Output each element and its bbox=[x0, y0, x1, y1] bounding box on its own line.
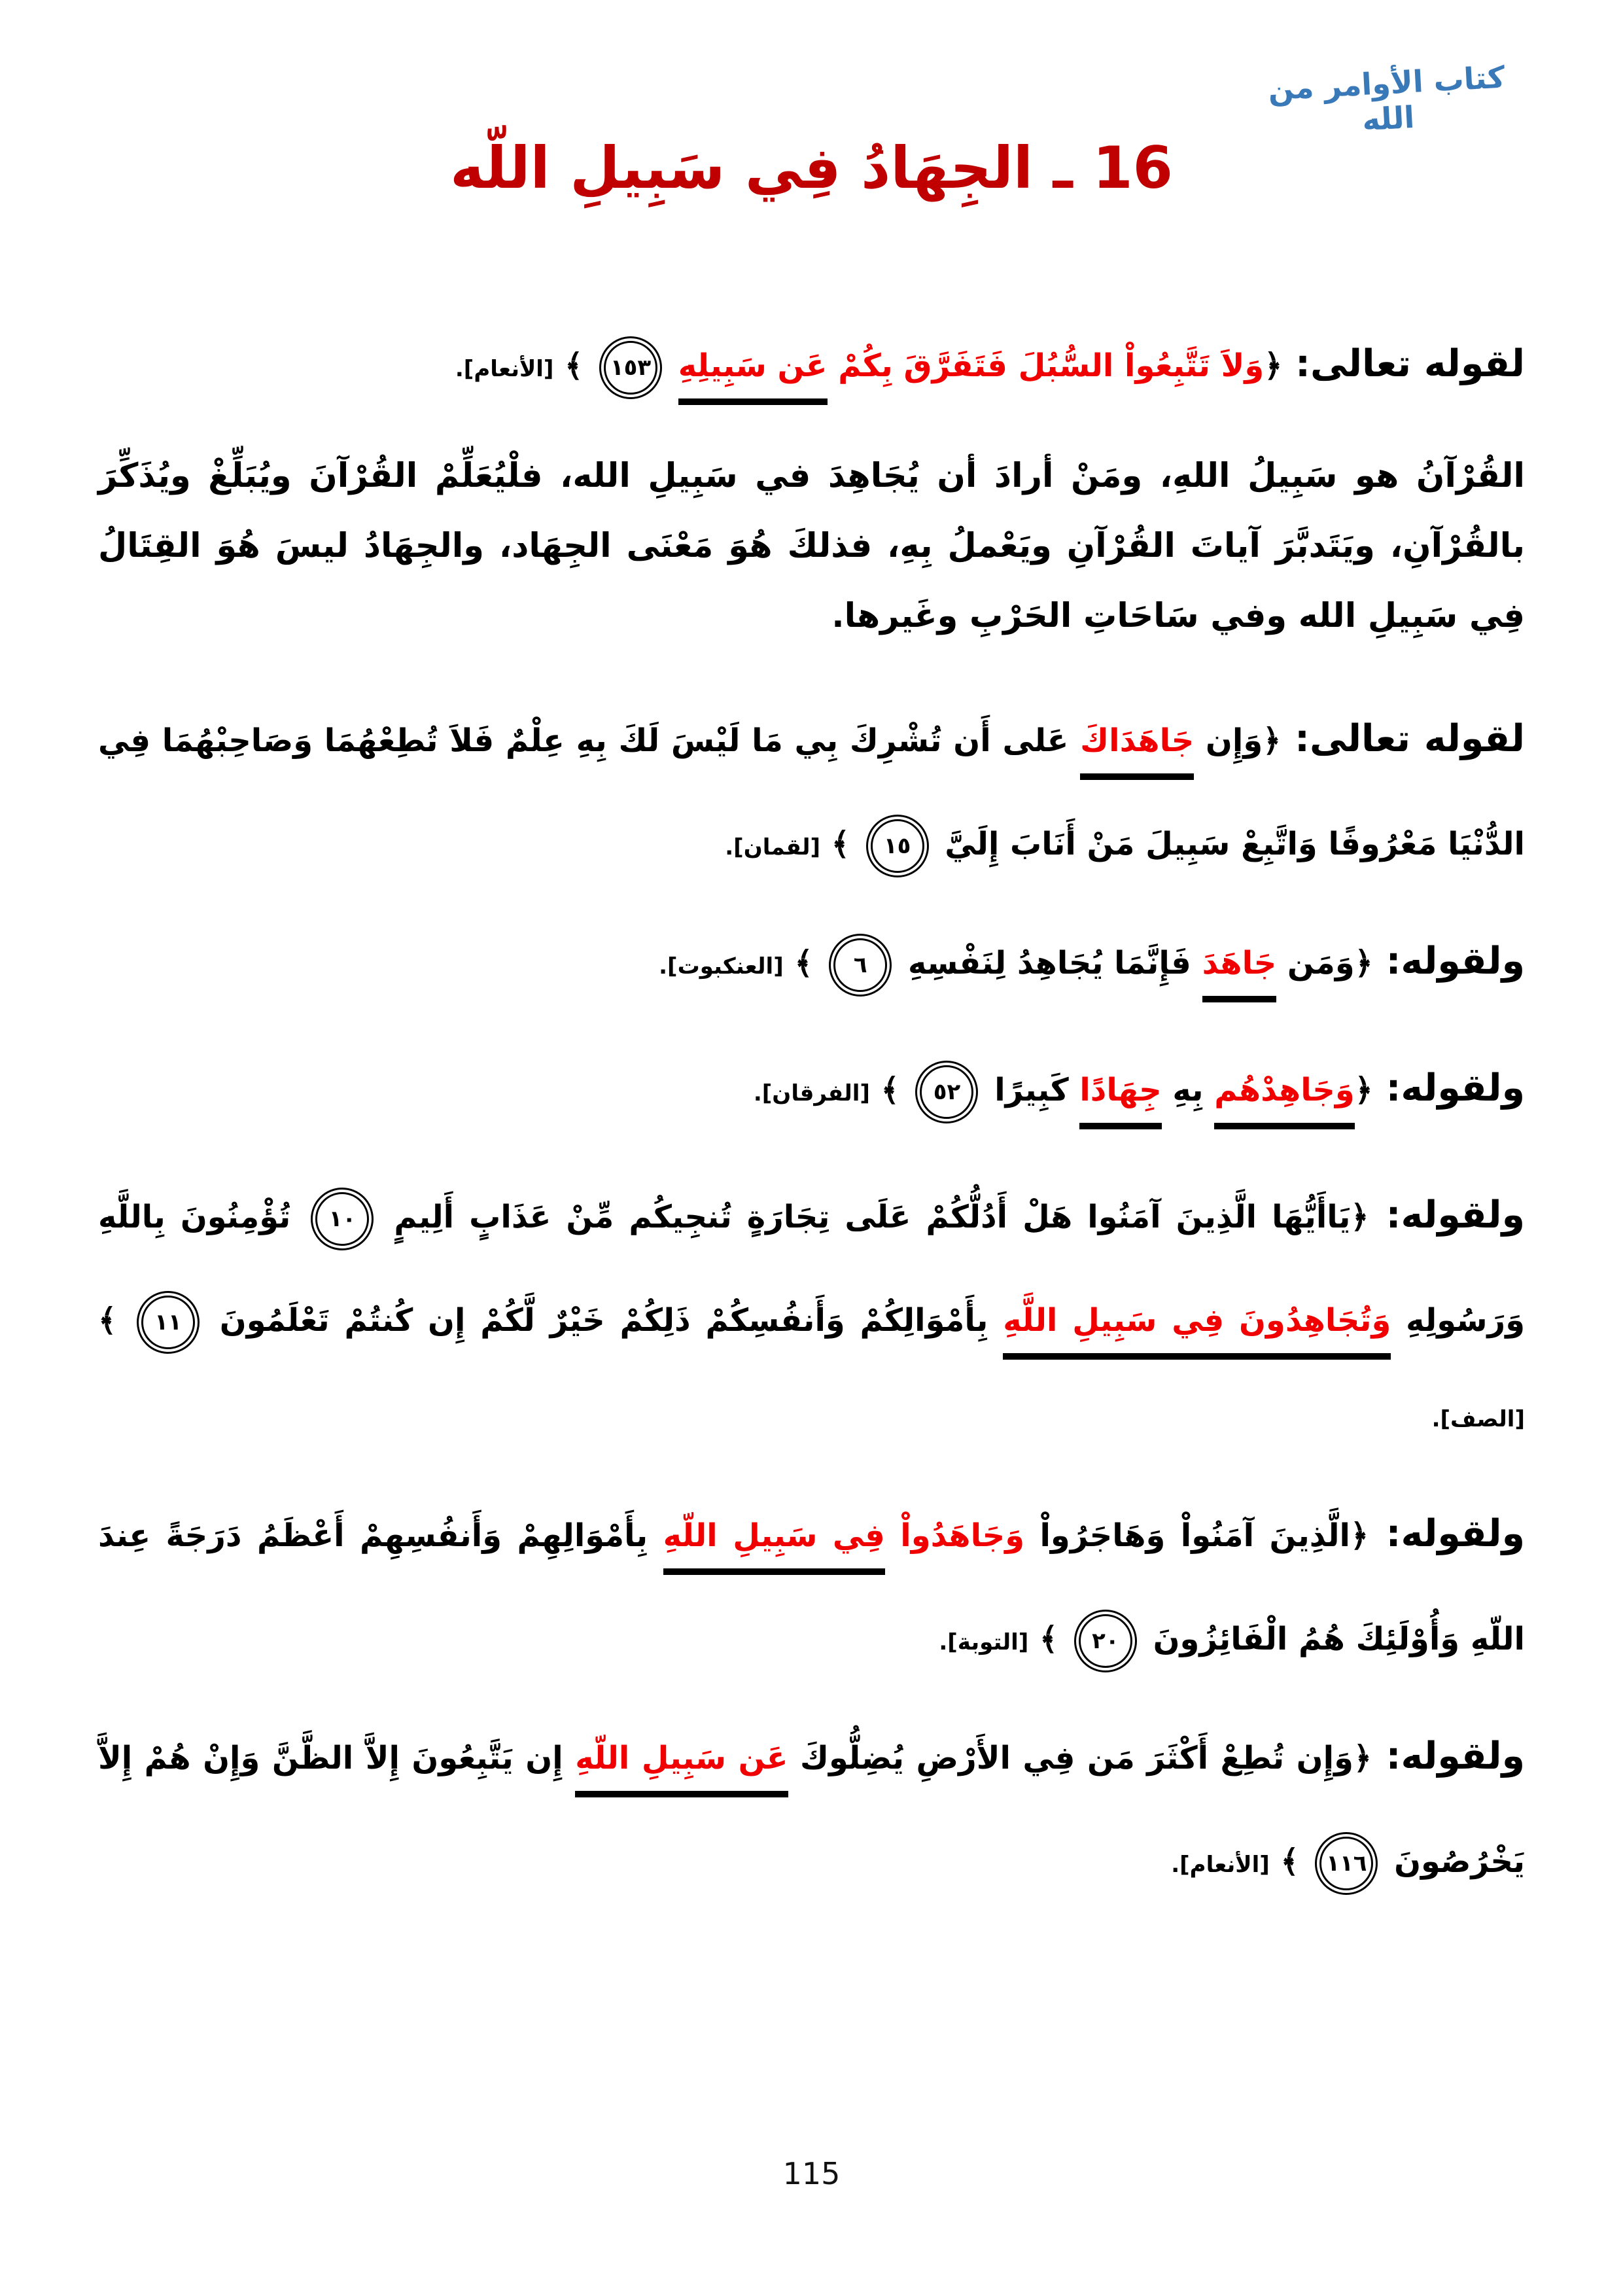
surah-reference: [الصف]. bbox=[1431, 1406, 1525, 1433]
verse-segment: عَن سَبِيلِ اللّهِ bbox=[575, 1740, 788, 1797]
verse-segment: ﴿ bbox=[1354, 1072, 1373, 1109]
verse-section bbox=[98, 1159, 1525, 1464]
ayah-number-medallion: ٥٢ bbox=[915, 1061, 978, 1123]
ayah-number-medallion: ١٥ bbox=[866, 815, 929, 877]
verse-section bbox=[98, 1477, 1525, 1687]
verse-segment: كَبِيرًا bbox=[983, 1072, 1080, 1109]
book-header-calligraphy: كتاب الأوامر من الله bbox=[1267, 59, 1506, 138]
verse-segment: بِهِ bbox=[1161, 1072, 1215, 1109]
ayah-number-medallion: ١١ bbox=[137, 1291, 200, 1354]
verse-segment: جَاهَدَ bbox=[1202, 945, 1277, 1002]
verse-section bbox=[98, 1700, 1525, 1909]
verse-segment: ﴿الَّذِينَ آمَنُواْ وَهَاجَرُواْ bbox=[1024, 1517, 1369, 1554]
verse-section bbox=[98, 682, 1525, 892]
chapter-title: 16 ـ الجِهَادُ فِي سَبِيلِ اللّه bbox=[450, 134, 1173, 202]
verse-segment: ﴾ bbox=[869, 1072, 911, 1109]
verse-segment: وَجَاهِدْهُم bbox=[1214, 1072, 1354, 1129]
surah-reference: [الفرقان]. bbox=[753, 1080, 870, 1107]
verse-segment: وَتُجَاهِدُونَ فِي سَبِيلِ اللَّهِ bbox=[1003, 1302, 1391, 1360]
verse-segment: ﴿ bbox=[1264, 347, 1283, 384]
verse-segment: فِي سَبِيلِ اللّهِ bbox=[663, 1517, 885, 1575]
verse-sections-group bbox=[98, 682, 1525, 1909]
verse-segment: ﴾ bbox=[820, 825, 861, 862]
verse-segment: ﴾ bbox=[553, 347, 595, 384]
verse-section bbox=[98, 905, 1525, 1019]
verse-section bbox=[98, 308, 1525, 421]
verse-segment: إِن يَتَّبِعُونَ إِلاَّ الظَّنَّ وَإِنْ هُمْ إِلاَّ يَخْرُصُونَ bbox=[98, 1739, 1525, 1880]
verse-lead: لقوله تعالى: bbox=[1282, 342, 1525, 385]
verse-segment: وَجَاهَدُواْ bbox=[884, 1517, 1025, 1554]
surah-reference: [العنكبوت]. bbox=[659, 953, 784, 980]
verse-segment: فَإِنَّمَا يُجَاهِدُ لِنَفْسِهِ bbox=[897, 945, 1202, 982]
verse-segment: وَلاَ تَتَّبِعُواْ السُّبُلَ فَتَفَرَّقَ بِكُمْ bbox=[827, 347, 1265, 384]
verse-segment: تُؤْمِنُونَ بِاللَّهِ وَرَسُولِهِ bbox=[98, 1199, 1526, 1339]
content-area bbox=[98, 308, 1525, 1922]
verse-segment: بِأَمْوَالِهِمْ وَأَنفُسِهِمْ أَعْظَمُ دَرَجَةً عِندَ اللّهِ وَأُوْلَئِكَ هُمُ الْفَائِزُونَ bbox=[98, 1517, 1525, 1657]
verse-lead: ولقوله: bbox=[1369, 1511, 1526, 1555]
surah-reference: [لقمان]. bbox=[725, 834, 821, 860]
verse-lead: ولقوله: bbox=[1369, 1193, 1526, 1237]
page-number: 115 bbox=[782, 2156, 841, 2191]
verse-segment: جَاهَدَاكَ bbox=[1080, 722, 1194, 780]
verse-segment: عَلى أَن تُشْرِكَ بِي مَا لَيْسَ لَكَ بِهِ عِلْمٌ فَلاَ تُطِعْهُمَا وَصَاحِبْهُمَا فِي الدُّنْيَا مَعْرُوفًا وَاتَّبِعْ سَبِيلَ مَنْ أَنَابَ إِلَيَّ bbox=[98, 722, 1525, 862]
verse-segment: ﴾ bbox=[1269, 1843, 1310, 1880]
verse-segment: ﴾ bbox=[98, 1301, 131, 1339]
verse-segment: عَن سَبِيلِهِ bbox=[678, 347, 828, 405]
ayah-number-medallion: ١٥٣ bbox=[599, 336, 662, 399]
ayah-number-medallion: ٦ bbox=[829, 934, 892, 997]
verse-segment: ﴿وَإِن bbox=[1194, 722, 1282, 760]
verse-lead: ولقوله: bbox=[1372, 1734, 1526, 1778]
surah-reference: [التوبة]. bbox=[939, 1629, 1029, 1655]
surah-reference: [الأنعام]. bbox=[455, 356, 554, 382]
verse-segment: ﴿يَاأَيُّهَا الَّذِينَ آمَنُوا هَلْ أَدُلُّكُمْ عَلَى تِجَارَةٍ تُنجِيكُم مِّنْ عَذَابٍ أَلِيمٍ bbox=[379, 1199, 1369, 1236]
verse-segment: ﴿وَإِن تُطِعْ أَكْثَرَ مَن فِي الأَرْضِ يُضِلُّوكَ bbox=[788, 1739, 1372, 1776]
surah-reference: [الأنعام]. bbox=[1171, 1851, 1270, 1878]
verse-segment: ﴾ bbox=[783, 945, 824, 982]
verse-segment: ﴾ bbox=[1028, 1620, 1069, 1657]
verse-segment: ﴿وَمَن bbox=[1276, 945, 1373, 982]
first-verse-section-group bbox=[98, 308, 1525, 421]
verse-lead: ولقوله: bbox=[1372, 940, 1525, 983]
verse-segment bbox=[667, 347, 678, 384]
verse-segment: جِهَادًا bbox=[1079, 1072, 1161, 1129]
ayah-number-medallion: ٢٠ bbox=[1074, 1610, 1137, 1672]
verse-section bbox=[98, 1032, 1525, 1146]
commentary-paragraph: القُرْآنُ هو سَبِيلُ اللهِ، ومَنْ أرادَ أن يُجَاهِدَ في سَبِيلِ الله، فلْيُعَلِّمْ القُرْآنَ ويُبَلِّغْ ويُذَكِّرَ بالقُرْآنِ، ويَتَدبَّرَ آياتَ القُرْآنِ ويَعْملُ بِهِ، فذلكَ هُوَ مَعْنَى الجِهَاد، والجِهَادُ ليسَ هُوَ القِتَالُ فِي سَبِيلِ الله وفي سَاحَاتِ الحَرْبِ وغَيرها. bbox=[98, 456, 1525, 636]
verse-lead: ولقوله: bbox=[1372, 1067, 1525, 1110]
verse-segment: بِأَمْوَالِكُمْ وَأَنفُسِكُمْ ذَلِكُمْ خَيْرٌ لَّكُمْ إِن كُنتُمْ تَعْلَمُونَ bbox=[204, 1301, 1003, 1339]
ayah-number-medallion: ١١٦ bbox=[1315, 1832, 1378, 1895]
ayah-number-medallion: ١٠ bbox=[311, 1188, 374, 1250]
verse-lead: لقوله تعالى: bbox=[1281, 717, 1526, 761]
